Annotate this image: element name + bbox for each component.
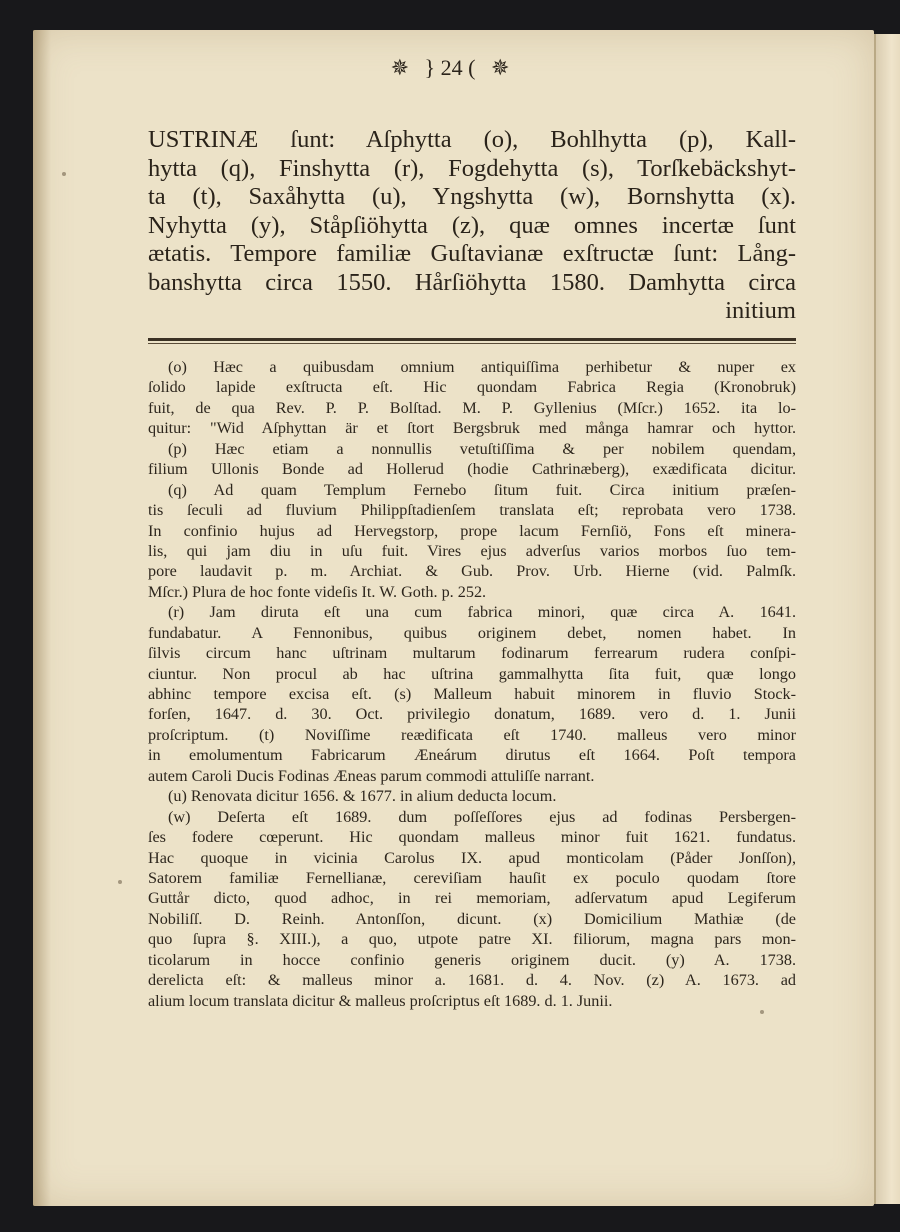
footnote-line: ſolido lapide exſtructa eſt. Hic quondam Fabrica Regia (Kronobruk) <box>148 378 796 397</box>
footnote-line: lis, qui jam diu in uſu fuit. Vires ejus adverſus varios morbos ſuo tem- <box>148 541 796 560</box>
left-ornament-icon: ✵ <box>390 55 410 80</box>
footnote-line: Hac quoque in vicinia Carolus IX. apud monticolam (Påder Jonſſon), <box>148 848 796 867</box>
section-divider <box>148 338 796 341</box>
footnote-line: (u) Renovata dicitur 1656. & 1677. in alium deducta locum. <box>168 787 557 806</box>
footnote-line: proſcriptum. (t) Noviſſime reædificata eſt 1740. malleus vero minor <box>148 725 796 744</box>
paper-speck <box>118 880 122 884</box>
page-gutter-shadow <box>33 30 51 1206</box>
main-text-line: USTRINÆ ſunt: Aſphytta (o), Bohlhytta (p), Kall- <box>148 126 796 153</box>
section-divider-thin <box>148 343 796 344</box>
footnote-line: autem Caroli Ducis Fodinas Æneas parum commodi attuliſſe narrant. <box>148 766 595 785</box>
footnote-line: ſilvis circum hanc uſtrinam multarum fodinarum ferrearum rudera conſpi- <box>148 644 796 663</box>
page-number: } 24 ( <box>424 55 476 80</box>
footnote-line: (q) Ad quam Templum Fernebo ſitum fuit. Circa initium præſen- <box>168 480 796 499</box>
footnote-line: in emolumentum Fabricarum Æneárum dirutus eſt 1664. Poſt tempora <box>148 746 796 765</box>
page-header <box>0 55 900 81</box>
paper-speck <box>760 1010 764 1014</box>
footnote-line: Guttår dicto, quod adhoc, in rei memoriam, adſervatum apud Legiferum <box>148 889 796 908</box>
footnote-line: Nobiliſſ. D. Reinh. Antonſſon, dicunt. (x) Domicilium Mathiæ (de <box>148 909 796 928</box>
footnote-line: ticolarum in hocce confinio generis originem ducit. (y) A. 1738. <box>148 950 796 969</box>
footnote-line: (w) Deſerta eſt 1689. dum poſſeſſores ejus ad fodinas Persbergen- <box>168 807 796 826</box>
paper-speck <box>62 172 66 176</box>
footnote-line: (p) Hæc etiam a nonnullis vetuſtiſſima & per nobilem quendam, <box>168 439 796 458</box>
footnote-line: quo ſupra §. XIII.), a quo, utpote patre XI. filiorum, magna pars mon- <box>148 930 796 949</box>
footnote-line: derelicta eſt: & malleus minor a. 1681. d. 4. Nov. (z) A. 1673. ad <box>148 971 796 990</box>
footnote-line: ciuntur. Non procul ab hac uſtrina gammalhytta ſita fuit, quæ longo <box>148 664 796 683</box>
footnote-line: (r) Jam diruta eſt una cum fabrica minori, quæ circa A. 1641. <box>168 603 796 622</box>
footnote-line: (o) Hæc a quibusdam omnium antiquiſſima perhibetur & nuper ex <box>168 358 796 376</box>
facing-page-edge <box>874 34 900 1204</box>
right-ornament-icon: ✵ <box>490 55 510 80</box>
footnote-line: pore laudavit p. m. Archiat. & Gub. Prov. Urb. Hierne (vid. Palmſk. <box>148 562 796 581</box>
footnote-line: Mſcr.) Plura de hoc fonte videſis It. W. Goth. p. 252. <box>148 582 487 601</box>
footnote-line: fundabatur. A Fennonibus, quibus originem debet, nomen habet. In <box>148 623 796 642</box>
footnote-line: In confinio hujus ad Hervegstorp, prope lacum Fernſiö, Fons eſt minera- <box>148 521 796 540</box>
footnote-line: fuit, de qua Rev. P. P. Bolſtad. M. P. Gyllenius (Mſcr.) 1652. ita lo- <box>148 398 796 417</box>
footnotes <box>148 357 796 1011</box>
footnote-line: tis ſeculi ad fluvium Philippſtadienſem translata eſt; reprobata vero 1738. <box>148 501 796 520</box>
main-text-line: Nyhytta (y), Ståpſiöhytta (z), quæ omnes incertæ ſunt <box>148 211 796 239</box>
main-text-line: banshytta circa 1550. Hårſiöhytta 1580. Damhytta circa <box>148 268 796 296</box>
footnote-line: ſes fodere cœperunt. Hic quondam malleus minor fuit 1621. fundatus. <box>148 828 796 847</box>
footnote-line: forſen, 1647. d. 30. Oct. privilegio donatum, 1689. vero d. 1. Junii <box>148 705 796 724</box>
main-text-line: ætatis. Tempore familiæ Guſtavianæ exſtructæ ſunt: Lång- <box>148 240 796 267</box>
footnote-line: quitur: "Wid Aſphyttan är et ſtort Bergsbruk med många hamrar och hyttor. <box>148 419 796 438</box>
main-text-line: initium <box>725 297 796 324</box>
footnote-line: abhinc tempore excisa eſt. (s) Malleum habuit minorem in fluvio Stock- <box>148 685 796 703</box>
main-text-line: ta (t), Saxåhytta (u), Yngshytta (w), Bornshytta (x). <box>148 183 796 210</box>
main-text <box>148 126 796 326</box>
footnote-line: filium Ullonis Bonde ad Hollerud (hodie Cathrinæberg), exædificata dicitur. <box>148 460 796 479</box>
footnote-line: alium locum translata dicitur & malleus proſcriptus eſt 1689. d. 1. Junii. <box>148 991 613 1010</box>
footnote-line: Satorem familiæ Fernellianæ, cereviſiam hauſit ex poculo quodam ſtore <box>148 868 796 887</box>
main-text-line: hytta (q), Finshytta (r), Fogdehytta (s), Torſkebäckshyt- <box>148 154 796 182</box>
